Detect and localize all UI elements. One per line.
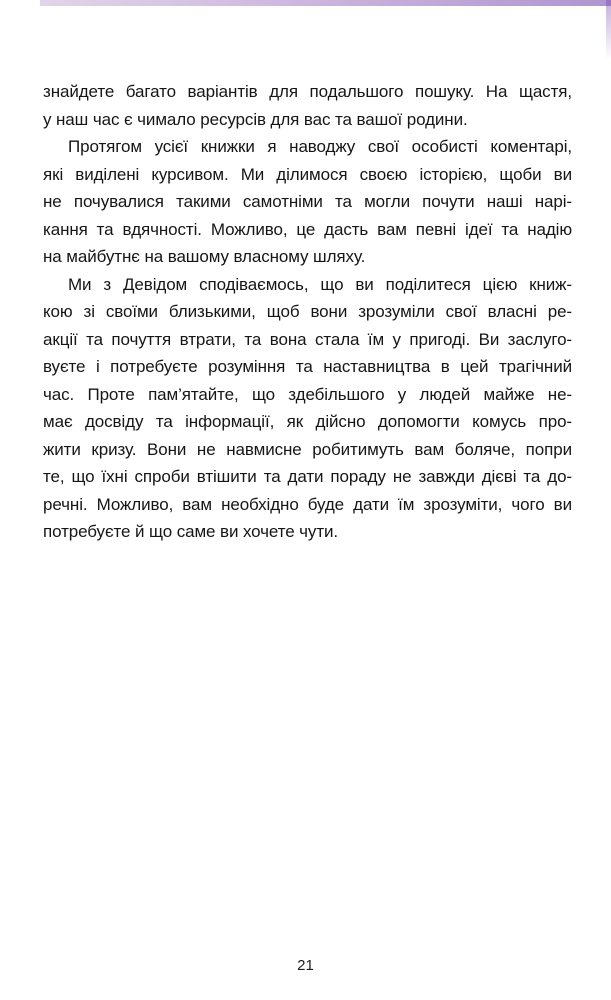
- text-line: має досвіду та інформації, як дійсно допомогти комусь про-: [43, 412, 572, 431]
- text-line: час. Проте пам’ятайте, що здебільшого у людей майже не-: [43, 384, 572, 404]
- page-edge-tint: [40, 0, 611, 6]
- text-line: які виділені курсивом. Ми ділимося своєю історією, щоби ви: [43, 164, 572, 184]
- text-line: Ми з Девідом сподіваємось, що ви поділитеся цією книж-: [68, 274, 572, 294]
- text-line: Протягом усієї книжки я наводжу свої особисті коментарі,: [68, 137, 572, 156]
- text-line: те, що їхні спроби втішити та дати пораду не завжди дієві та до-: [43, 467, 572, 486]
- text-line: жити кризу. Вони не навмисне робитимуть вам боляче, попри: [43, 439, 572, 459]
- text-line: кою зі своїми близькими, щоб вони зрозуміли свої власні ре-: [43, 302, 572, 321]
- page-number: 21: [297, 957, 314, 974]
- paragraph-2: [43, 133, 572, 271]
- text-line: вуєте і потребуєте розуміння та наставництва в цей трагічний: [43, 357, 572, 376]
- body-text: [43, 78, 572, 546]
- text-line: кання та вдячності. Можливо, це дасть вам певні ідеї та надію: [43, 219, 572, 239]
- text-line: на майбутнє на вашому власному шляху.: [43, 247, 366, 266]
- text-line: не почувалися такими самотніми та могли почути наші нарі-: [43, 192, 572, 211]
- text-line: знайдете багато варіантів для подальшого пошуку. На щастя,: [43, 82, 572, 101]
- paragraph-3: [43, 271, 572, 546]
- text-line: потребуєте й що саме ви хочете чути.: [43, 522, 339, 541]
- text-line: акції та почуття втрати, та вона стала їм у пригоді. Ви заслуго-: [43, 329, 572, 349]
- text-line: речні. Можливо, вам необхідно буде дати їм зрозуміти, чого ви: [43, 494, 572, 514]
- page-edge-tint-right: [606, 0, 611, 60]
- text-line: у наш час є чимало ресурсів для вас та вашої родини.: [43, 109, 468, 129]
- paragraph-1: [43, 78, 572, 133]
